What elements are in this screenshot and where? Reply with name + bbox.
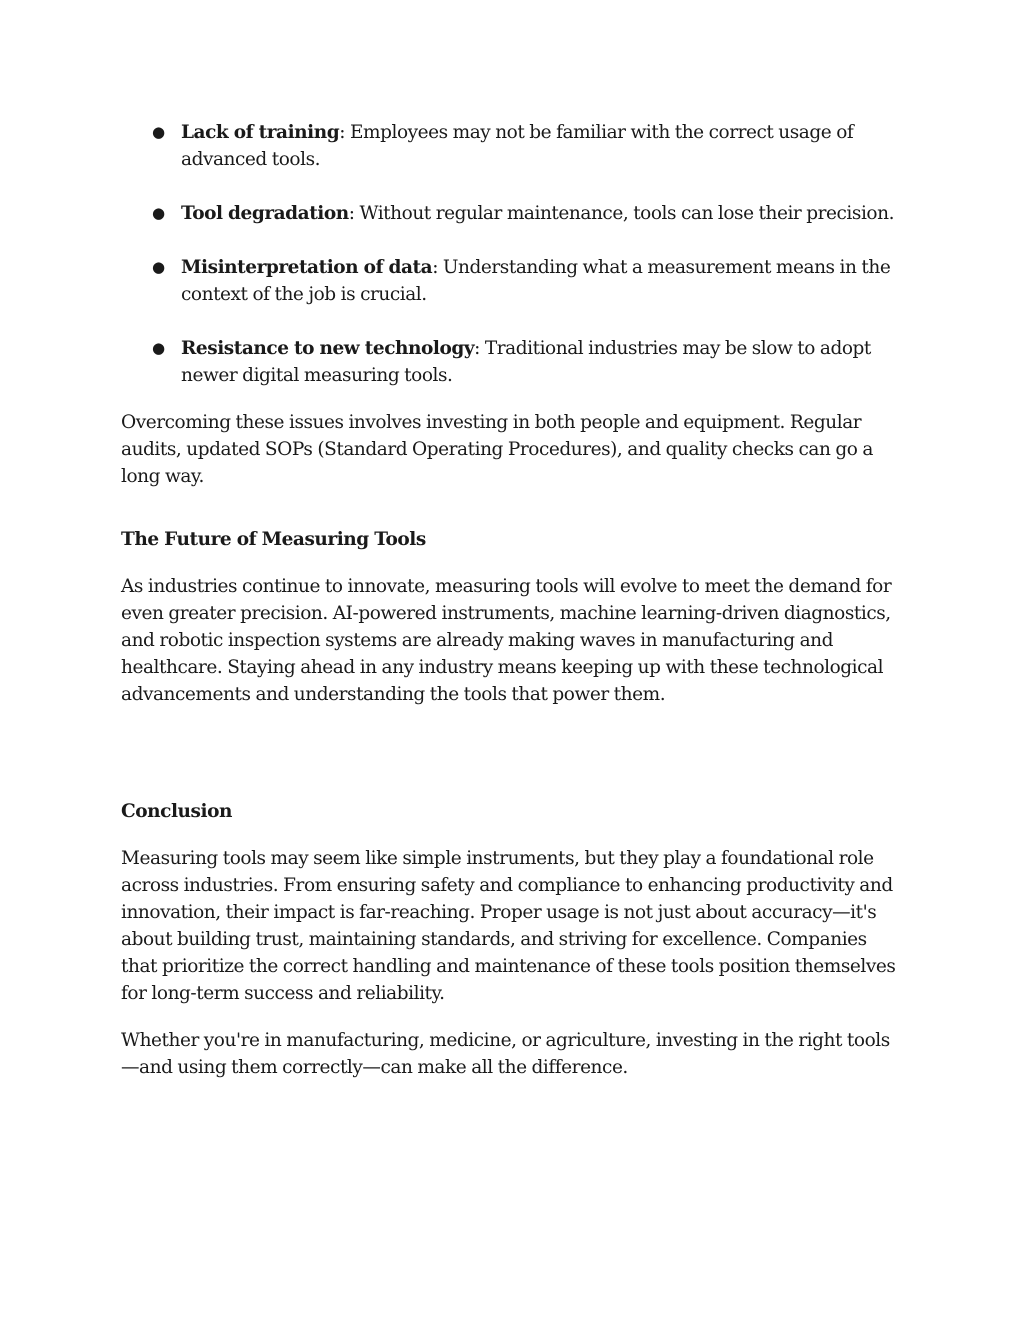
list-item-term: Tool degradation	[181, 203, 349, 224]
bullet-icon: ●	[152, 339, 165, 357]
list-item	[121, 254, 906, 308]
list-item	[121, 335, 906, 389]
future-paragraph: As industries continue to innovate, measuring tools will evolve to meet the demand for even greater precision. AI-powered instruments, machine learning-driven diagnostics, and robotic inspection systems are already making waves in manufacturing and healthcare. Staying ahead in any industry means keeping up with these technological advancements and understanding the tools that power them.	[121, 576, 892, 705]
list-item-term: Resistance to new technology	[181, 338, 475, 359]
list-item-text: : Understanding what a measurement means in the context of the job is crucial.	[181, 257, 891, 305]
bullet-icon: ●	[152, 123, 165, 141]
conclusion-heading: Conclusion	[121, 801, 232, 822]
list-item-term: Lack of training	[181, 122, 340, 143]
list-item-term: Misinterpretation of data	[181, 257, 433, 278]
list-item-text: : Without regular maintenance, tools can lose their precision.	[348, 203, 894, 224]
document-page	[121, 119, 906, 1101]
overcoming-paragraph: Overcoming these issues involves investing in both people and equipment. Regular audits, updated SOPs (Standard Operating Procedures), and quality checks can go a long way.	[121, 412, 873, 487]
list-item-text: : Employees may not be familiar with the correct usage of advanced tools.	[181, 122, 854, 170]
bullet-icon: ●	[152, 204, 165, 222]
future-heading: The Future of Measuring Tools	[121, 529, 426, 550]
list-item	[121, 119, 906, 173]
list-item-text: : Traditional industries may be slow to adopt newer digital measuring tools.	[181, 338, 871, 386]
conclusion-paragraph-2: Whether you're in manufacturing, medicine, or agriculture, investing in the right tools—and using them correctly—can make all the difference.	[121, 1030, 890, 1078]
challenges-list	[121, 119, 906, 389]
conclusion-paragraph-1: Measuring tools may seem like simple instruments, but they play a foundational role across industries. From ensuring safety and compliance to enhancing productivity and innovation, their impact is far-reaching. Proper usage is not just about accuracy—it's about building trust, maintaining standards, and striving for excellence. Companies that prioritize the correct handling and maintenance of these tools position themselves for long-term success and reliability.	[121, 848, 896, 1004]
bullet-icon: ●	[152, 258, 165, 276]
list-item	[121, 200, 906, 227]
